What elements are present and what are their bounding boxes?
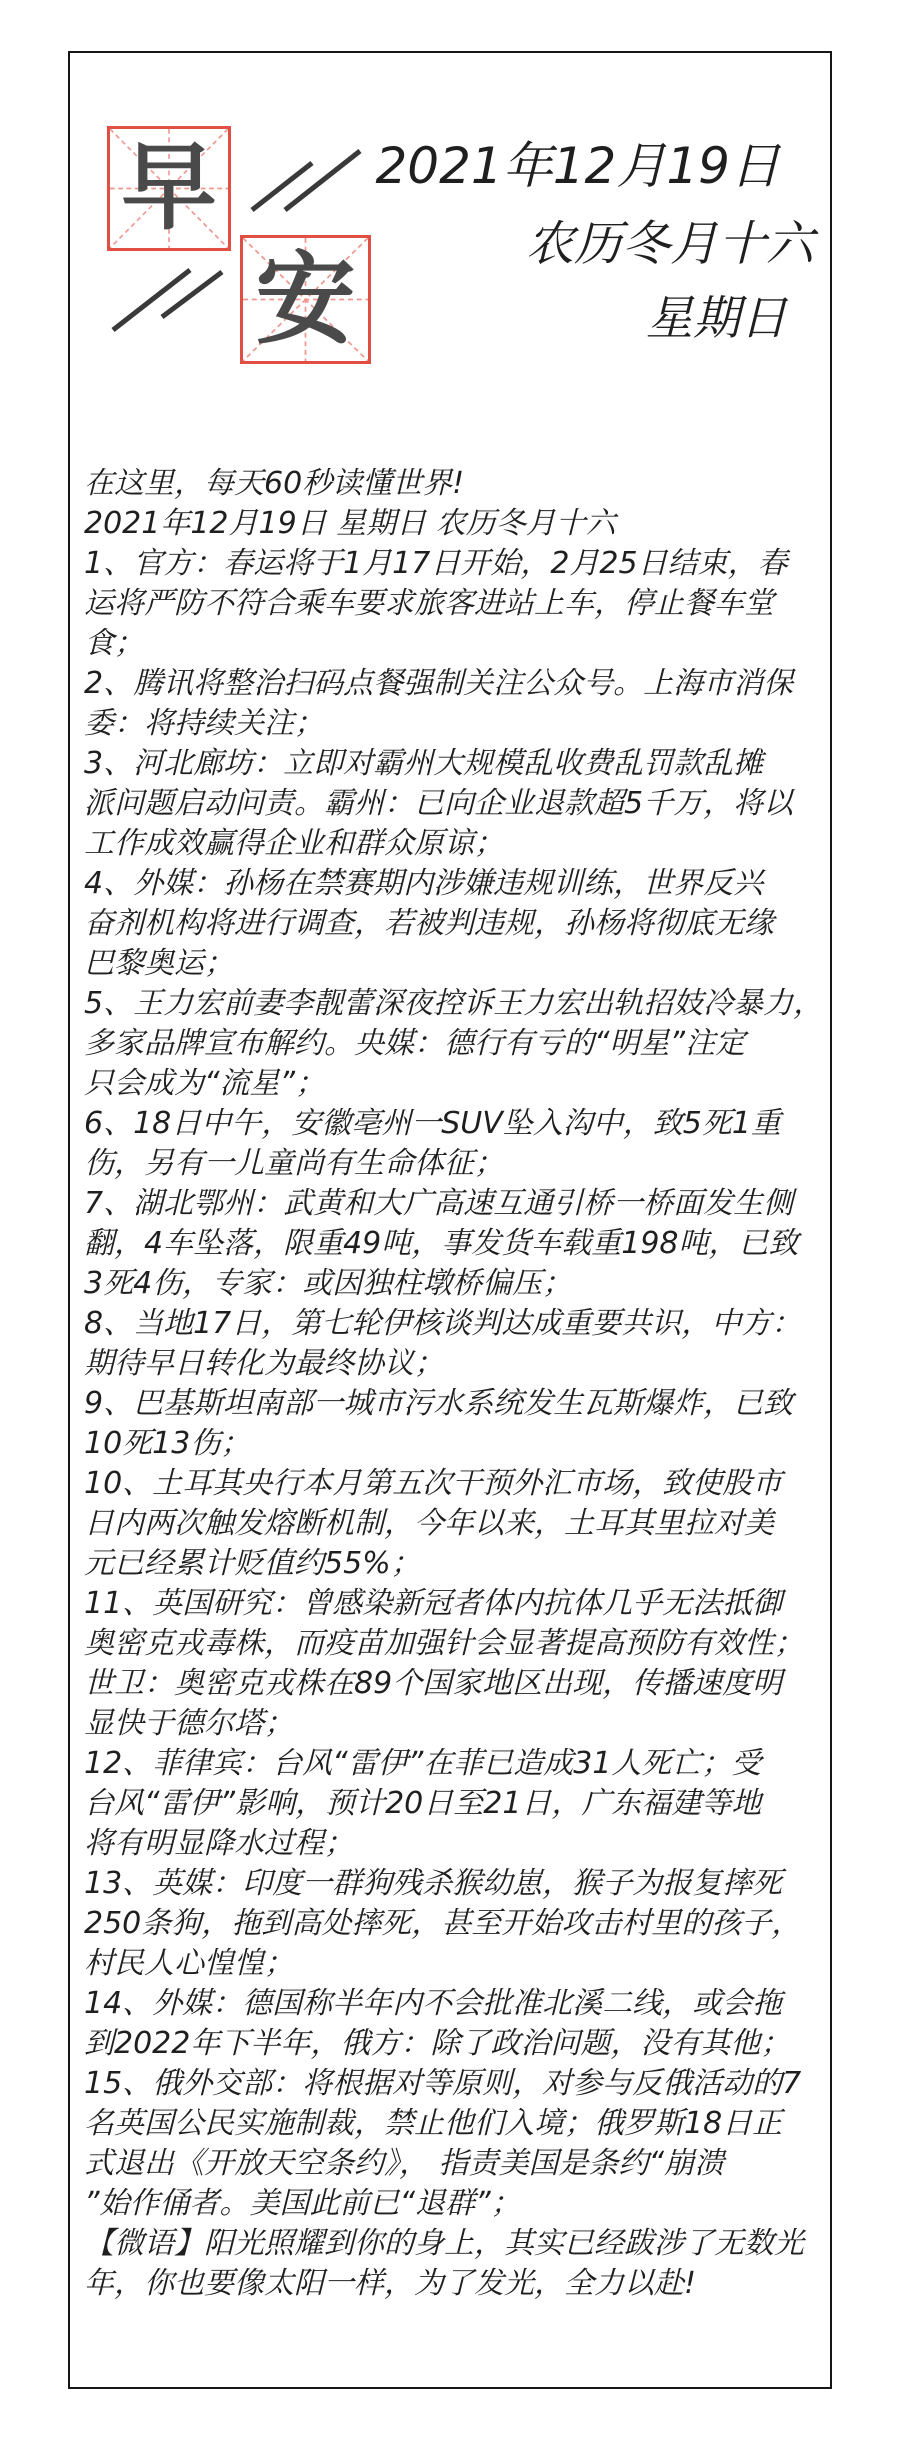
body-line: 【微语】阳光照耀到你的身上，其实已经跋涉了无数光 (84, 2226, 804, 2261)
body-line: 村民人心惶惶； (84, 1946, 294, 1981)
body-line: 显快于德尔塔； (84, 1706, 294, 1741)
body-line: 派问题启动问责。霸州：已向企业退款超5千万，将以 (84, 786, 794, 821)
body-line: 世卫：奥密克戎株在89个国家地区出现，传播速度明 (84, 1666, 783, 1701)
body-line: 食； (84, 626, 144, 661)
body-line: 奥密克戎毒株，而疫苗加强针会显著提高预防有效性； (84, 1626, 804, 1661)
body-line: 奋剂机构将进行调查，若被判违规，孙杨将彻底无缘 (84, 906, 774, 941)
body-line: ”始作俑者。美国此前已“退群”； (84, 2186, 521, 2221)
body-line: 将有明显降水过程； (84, 1826, 354, 1861)
date-gregorian: 2021年12月19日 (375, 137, 780, 195)
body-line: 13、英媒：印度一群狗残杀猴幼崽，猴子为报复摔死 (84, 1866, 783, 1901)
double-slash-icon (110, 268, 226, 332)
body-line: 11、英国研究：曾感染新冠者体内抗体几乎无法抵御 (84, 1586, 783, 1621)
news-text (84, 464, 826, 2304)
body-line: 元已经累计贬值约55%； (84, 1546, 421, 1581)
body-line: 式退出《开放天空条约》， 指责美国是条约“崩溃 (84, 2146, 725, 2181)
body-line: 翻，4车坠落，限重49吨，事发货车载重198吨，已致 (84, 1226, 799, 1261)
body-line: 6、18日中午，安徽亳州一SUV坠入沟中，致5死1重 (84, 1106, 781, 1141)
date-lunar: 农历冬月十六 (525, 216, 814, 272)
body-line: 12、菲律宾：台风“雷伊”在菲已造成31人死亡；受 (84, 1746, 762, 1781)
body-line: 名英国公民实施制裁，禁止他们入境；俄罗斯18日正 (84, 2106, 783, 2141)
body-line: 4、外媒：孙杨在禁赛期内涉嫌违规训练，世界反兴 (84, 866, 764, 901)
double-slash-icon (250, 149, 362, 214)
body-line: 委：将持续关注； (84, 706, 324, 741)
body-line: 在这里，每天60秒读懂世界! (84, 466, 465, 501)
body-line: 2021年12月19日 星期日 农历冬月十六 (84, 506, 616, 541)
body-line: 10死13伤； (84, 1426, 251, 1461)
body-line: 250条狗，拖到高处摔死，甚至开始攻击村里的孩子， (84, 1906, 802, 1941)
body-line: 8、当地17日，第七轮伊核谈判达成重要共识，中方： (84, 1306, 802, 1341)
body-line: 多家品牌宣布解约。央媒：德行有亏的“明星”注定 (84, 1026, 746, 1061)
brand-char-an: 安 (255, 240, 356, 358)
body-line: 日内两次触发熔断机制，今年以来，土耳其里拉对美 (84, 1506, 774, 1541)
body-line: 3死4伤，专家：或因独柱墩桥偏压； (84, 1266, 573, 1301)
body-line: 5、王力宏前妻李靓蕾深夜控诉王力宏出轨招妓冷暴力， (84, 986, 824, 1021)
body-line: 1、官方：春运将于1月17日开始，2月25日结束，春 (84, 546, 788, 581)
body-line: 15、俄外交部：将根据对等原则，对参与反俄活动的7 (84, 2066, 802, 2101)
body-line: 9、巴基斯坦南部一城市污水系统发生瓦斯爆炸，已致 (84, 1386, 794, 1421)
brand-box-zao (107, 126, 231, 251)
body-line: 14、外媒：德国称半年内不会批准北溪二线，或会拖 (84, 1986, 783, 2021)
body-line: 工作成效赢得企业和群众原谅； (84, 826, 504, 861)
body-line: 期待早日转化为最终协议； (84, 1346, 444, 1381)
body-line: 年，你也要像太阳一样，为了发光，全力以赴! (84, 2266, 697, 2301)
date-weekday: 星期日 (646, 291, 787, 346)
body-line: 10、土耳其央行本月第五次干预外汇市场，致使股市 (84, 1466, 783, 1501)
body-line: 7、湖北鄂州：武黄和大广高速互通引桥一桥面发生侧 (84, 1186, 794, 1221)
body-line: 3、河北廊坊：立即对霸州大规模乱收费乱罚款乱摊 (84, 746, 764, 781)
body-line: 台风“雷伊”影响，预计20日至21日，广东福建等地 (84, 1786, 762, 1821)
body-line: 只会成为“流星”； (84, 1066, 326, 1101)
body-line: 伤，另有一儿童尚有生命体征； (84, 1146, 504, 1181)
body-line: 巴黎奥运； (84, 946, 234, 981)
body-line: 运将严防不符合乘车要求旅客进站上车，停止餐车堂 (84, 586, 774, 621)
brand-box-an (240, 235, 371, 364)
body-line: 到2022年下半年，俄方：除了政治问题，没有其他； (84, 2026, 791, 2061)
body-line: 2、腾讯将整治扫码点餐强制关注公众号。上海市消保 (84, 666, 794, 701)
brand-char-zao: 早 (121, 133, 217, 243)
